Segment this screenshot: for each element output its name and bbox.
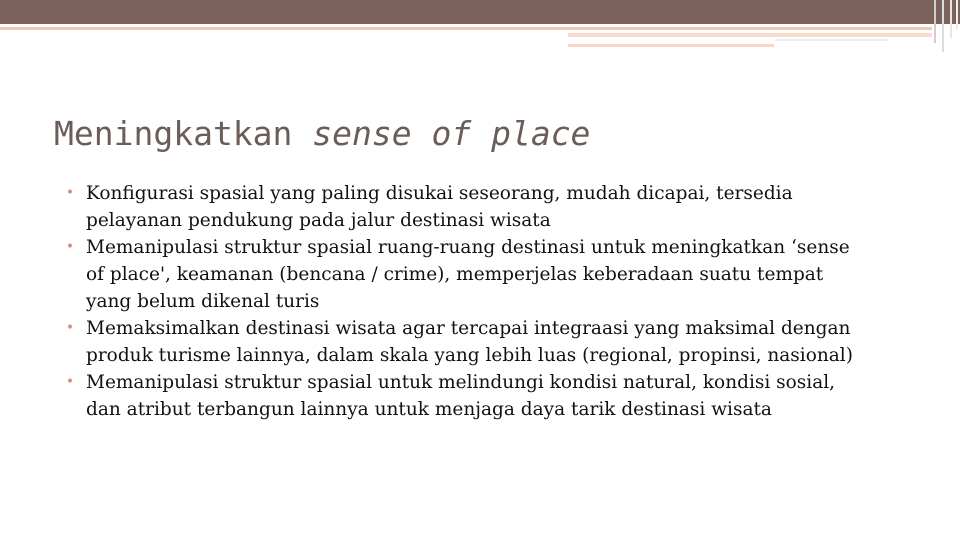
decorative-vertical-line [950, 0, 952, 38]
bullet-item [62, 180, 872, 234]
bullet-item [62, 315, 872, 369]
decorative-vertical-line [934, 0, 936, 43]
bullet-item [62, 234, 872, 315]
slide-title-main: Meningkatkan [54, 114, 313, 153]
bullet-icon: • [65, 239, 75, 255]
bullet-icon: • [65, 185, 75, 201]
bullet-list [62, 180, 872, 423]
header-accent-line [775, 39, 889, 41]
bullet-text: Memaksimalkan destinasi wisata agar tercapai integraasi yang maksimal dengan produk turisme lainnya, dalam skala yang lebih luas (regional, propinsi, nasional) [86, 318, 853, 366]
header-accent-line [568, 44, 774, 47]
decorative-vertical-line [942, 0, 944, 52]
header-accent-line [0, 27, 932, 30]
decorative-vertical-line [956, 0, 958, 30]
bullet-item [62, 369, 872, 423]
header-band [0, 0, 960, 24]
bullet-icon: • [65, 374, 75, 390]
bullet-text: Memanipulasi struktur spasial untuk melindungi kondisi natural, kondisi sosial, dan atribut terbangun lainnya untuk menjaga daya tarik destinasi wisata [86, 372, 836, 420]
slide-title [54, 112, 590, 156]
bullet-text: Memanipulasi struktur spasial ruang-ruang destinasi untuk meningkatkan ‘sense of place', keamanan (bencana / crime), memperjelas keberadaan suatu tempat yang belum dikenal turis [86, 237, 850, 312]
header-accent-line [568, 33, 932, 37]
bullet-icon: • [65, 320, 75, 336]
bullet-text: Konfigurasi spasial yang paling disukai seseorang, mudah dicapai, tersedia pelayanan pendukung pada jalur destinasi wisata [86, 183, 793, 231]
slide-title-emphasis: sense of place [312, 114, 591, 153]
